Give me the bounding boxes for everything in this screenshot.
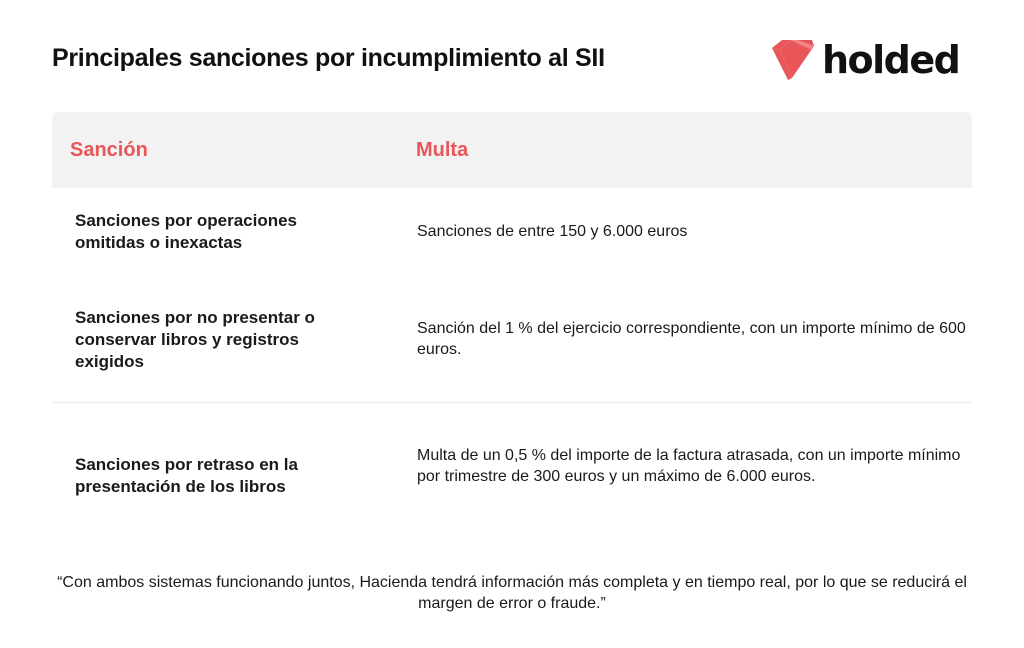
table-header [52,112,972,188]
multa-cell: Multa de un 0,5 % del importe de la factura atrasada, con un importe mínimo por trimestre de 300 euros y un máximo de 6.000 euros. [417,447,961,485]
holded-logo-icon [768,38,816,82]
column-header-sancion: Sanción [70,138,148,161]
quote-text: “Con ambos sistemas funcionando juntos, Hacienda tendrá información más completa y en tiempo real, por lo que se reducirá el margen de error o fraude.” [57,574,967,612]
row-divider [52,402,972,403]
sancion-cell: Sanciones por retraso en la presentación de los libros [75,455,298,496]
sancion-cell: Sanciones por operaciones omitidas o inexactas [75,211,298,252]
holded-logo [768,36,959,84]
sancion-cell: Sanciones por no presentar o conservar libros y registros exigidos [75,308,315,371]
multa-cell: Sanciones de entre 150 y 6.000 euros [417,223,688,240]
multa-cell: Sanción del 1 % del ejercicio correspondiente, con un importe mínimo de 600 euros. [417,320,966,358]
sanctions-table [52,112,972,496]
page-title: Principales sanciones por incumplimiento al SII [52,44,605,72]
column-header-multa: Multa [416,138,469,161]
logo-text: holded [822,38,960,82]
